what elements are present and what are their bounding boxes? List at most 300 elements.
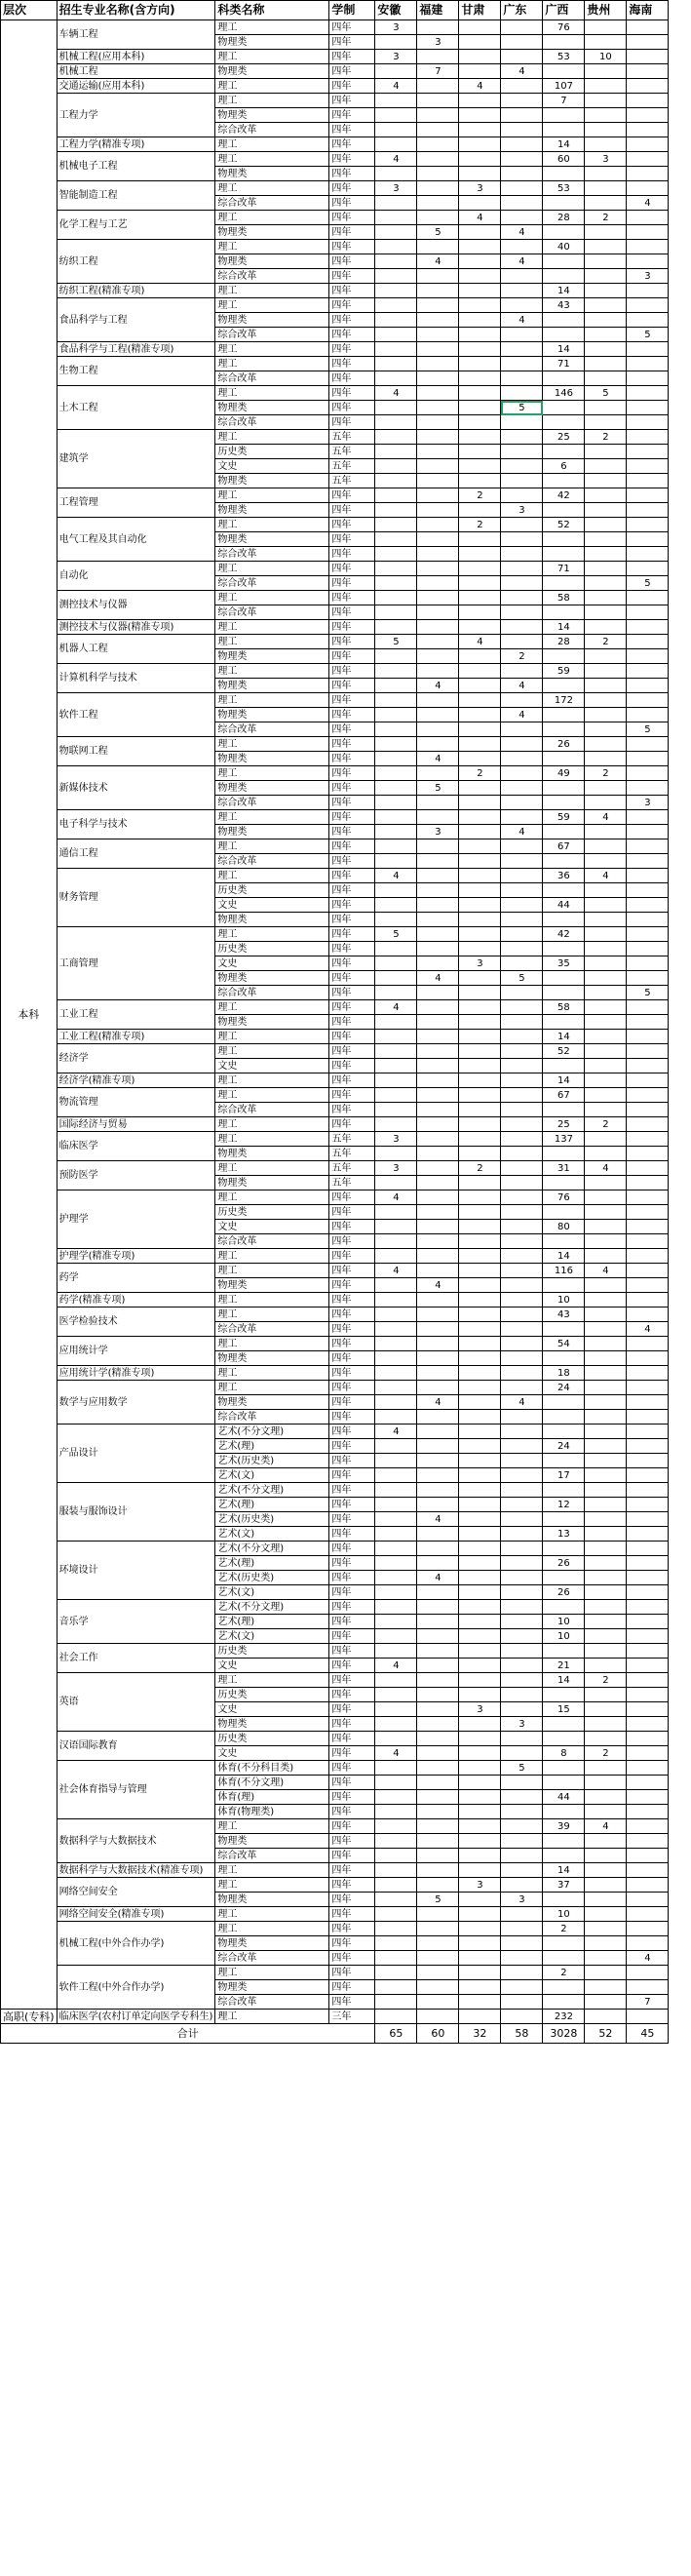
anhui-quota-cell[interactable]	[375, 1907, 417, 1922]
gansu-quota-cell[interactable]	[459, 1249, 501, 1264]
hainan-quota-cell[interactable]	[627, 1966, 669, 1980]
guangdong-quota-cell[interactable]: 5	[501, 1761, 543, 1776]
fujian-quota-cell[interactable]	[417, 1410, 459, 1425]
guangxi-quota-cell[interactable]	[543, 64, 585, 79]
gansu-quota-cell[interactable]	[459, 1425, 501, 1439]
category-cell[interactable]: 理工	[215, 766, 329, 781]
gansu-quota-cell[interactable]	[459, 35, 501, 50]
category-cell[interactable]: 艺术(文)	[215, 1468, 329, 1483]
fujian-quota-cell[interactable]	[417, 796, 459, 810]
gansu-quota-cell[interactable]: 4	[459, 635, 501, 649]
major-name-cell[interactable]: 数据科学与大数据技术(精准专项)	[57, 1863, 215, 1878]
guangxi-quota-cell[interactable]	[543, 123, 585, 137]
gansu-quota-cell[interactable]	[459, 1556, 501, 1571]
duration-cell[interactable]: 四年	[329, 1922, 375, 1936]
duration-cell[interactable]: 四年	[329, 1220, 375, 1234]
fujian-quota-cell[interactable]	[417, 269, 459, 284]
guangxi-quota-cell[interactable]	[543, 1717, 585, 1732]
anhui-quota-cell[interactable]	[375, 2010, 417, 2024]
guizhou-quota-cell[interactable]	[585, 1527, 627, 1542]
duration-cell[interactable]: 四年	[329, 1585, 375, 1600]
gansu-quota-cell[interactable]	[459, 1468, 501, 1483]
guangdong-quota-cell[interactable]: 3	[501, 503, 543, 518]
category-cell[interactable]: 理工	[215, 1381, 329, 1395]
gansu-quota-cell[interactable]	[459, 883, 501, 898]
hainan-quota-cell[interactable]	[627, 1454, 669, 1468]
major-name-cell[interactable]: 网络空间安全(精准专项)	[57, 1907, 215, 1922]
anhui-quota-cell[interactable]	[375, 1629, 417, 1644]
anhui-quota-cell[interactable]: 4	[375, 1425, 417, 1439]
duration-cell[interactable]: 四年	[329, 108, 375, 123]
major-name-cell[interactable]: 土木工程	[57, 386, 215, 430]
anhui-quota-cell[interactable]	[375, 1366, 417, 1381]
category-cell[interactable]: 理工	[215, 1161, 329, 1176]
guizhou-quota-cell[interactable]	[585, 1776, 627, 1790]
gansu-quota-cell[interactable]	[459, 415, 501, 430]
major-name-cell[interactable]: 预防医学	[57, 1161, 215, 1190]
category-cell[interactable]: 理工	[215, 635, 329, 649]
category-cell[interactable]: 历史类	[215, 883, 329, 898]
guangxi-quota-cell[interactable]: 60	[543, 152, 585, 167]
hainan-quota-cell[interactable]	[627, 1190, 669, 1205]
hainan-quota-cell[interactable]	[627, 1761, 669, 1776]
fujian-quota-cell[interactable]	[417, 1600, 459, 1615]
total-guangdong[interactable]: 58	[501, 2024, 543, 2044]
guangxi-quota-cell[interactable]	[543, 401, 585, 415]
guangdong-quota-cell[interactable]: 4	[501, 254, 543, 269]
guangxi-quota-cell[interactable]	[543, 269, 585, 284]
gansu-quota-cell[interactable]	[459, 108, 501, 123]
anhui-quota-cell[interactable]: 4	[375, 79, 417, 94]
gansu-quota-cell[interactable]	[459, 1483, 501, 1498]
guangxi-quota-cell[interactable]: 58	[543, 591, 585, 605]
guizhou-quota-cell[interactable]	[585, 796, 627, 810]
header-major[interactable]: 招生专业名称(含方向)	[57, 1, 215, 20]
duration-cell[interactable]: 四年	[329, 1556, 375, 1571]
anhui-quota-cell[interactable]	[375, 1805, 417, 1819]
category-cell[interactable]: 艺术(不分文理)	[215, 1425, 329, 1439]
fujian-quota-cell[interactable]	[417, 1322, 459, 1337]
gansu-quota-cell[interactable]	[459, 357, 501, 371]
duration-cell[interactable]: 五年	[329, 474, 375, 488]
anhui-quota-cell[interactable]	[375, 1410, 417, 1425]
fujian-quota-cell[interactable]	[417, 1746, 459, 1761]
gansu-quota-cell[interactable]	[459, 1790, 501, 1805]
gansu-quota-cell[interactable]	[459, 869, 501, 883]
guizhou-quota-cell[interactable]	[585, 1293, 627, 1308]
fujian-quota-cell[interactable]	[417, 1088, 459, 1103]
guangdong-quota-cell[interactable]	[501, 1147, 543, 1161]
guangxi-quota-cell[interactable]	[543, 1103, 585, 1117]
major-name-cell[interactable]: 软件工程(中外合作办学)	[57, 1966, 215, 2010]
fujian-quota-cell[interactable]	[417, 1425, 459, 1439]
anhui-quota-cell[interactable]	[375, 284, 417, 298]
guizhou-quota-cell[interactable]	[585, 1395, 627, 1410]
duration-cell[interactable]: 四年	[329, 1366, 375, 1381]
fujian-quota-cell[interactable]	[417, 1819, 459, 1834]
anhui-quota-cell[interactable]	[375, 137, 417, 152]
duration-cell[interactable]: 四年	[329, 649, 375, 664]
guangdong-quota-cell[interactable]	[501, 927, 543, 942]
guangxi-quota-cell[interactable]	[543, 1454, 585, 1468]
guizhou-quota-cell[interactable]	[585, 737, 627, 752]
fujian-quota-cell[interactable]	[417, 488, 459, 503]
guangxi-quota-cell[interactable]	[543, 474, 585, 488]
hainan-quota-cell[interactable]	[627, 1337, 669, 1351]
guangdong-quota-cell[interactable]	[501, 1161, 543, 1176]
fujian-quota-cell[interactable]: 4	[417, 1278, 459, 1293]
gansu-quota-cell[interactable]	[459, 913, 501, 927]
major-name-cell[interactable]: 食品科学与工程	[57, 298, 215, 342]
major-name-cell[interactable]: 汉语国际教育	[57, 1732, 215, 1761]
gansu-quota-cell[interactable]	[459, 1907, 501, 1922]
category-cell[interactable]: 艺术(文)	[215, 1629, 329, 1644]
guangxi-quota-cell[interactable]	[543, 167, 585, 181]
guangxi-quota-cell[interactable]: 26	[543, 1585, 585, 1600]
total-anhui[interactable]: 65	[375, 2024, 417, 2044]
anhui-quota-cell[interactable]	[375, 254, 417, 269]
major-name-cell[interactable]: 新媒体技术	[57, 766, 215, 810]
guangxi-quota-cell[interactable]	[543, 1644, 585, 1659]
guangxi-quota-cell[interactable]: 52	[543, 518, 585, 532]
gansu-quota-cell[interactable]	[459, 1849, 501, 1863]
guangdong-quota-cell[interactable]	[501, 20, 543, 35]
guangxi-quota-cell[interactable]: 52	[543, 1044, 585, 1059]
hainan-quota-cell[interactable]	[627, 649, 669, 664]
fujian-quota-cell[interactable]	[417, 1498, 459, 1512]
header-level[interactable]: 层次	[1, 1, 58, 20]
guangxi-quota-cell[interactable]	[543, 1600, 585, 1615]
guizhou-quota-cell[interactable]	[585, 2010, 627, 2024]
fujian-quota-cell[interactable]	[417, 1454, 459, 1468]
duration-cell[interactable]: 四年	[329, 1571, 375, 1585]
guangdong-quota-cell[interactable]	[501, 1585, 543, 1600]
guangdong-quota-cell[interactable]	[501, 1688, 543, 1702]
guangxi-quota-cell[interactable]: 67	[543, 839, 585, 854]
fujian-quota-cell[interactable]	[417, 1951, 459, 1966]
guangdong-quota-cell[interactable]	[501, 445, 543, 459]
category-cell[interactable]: 物理类	[215, 401, 329, 415]
guangxi-quota-cell[interactable]	[543, 1893, 585, 1907]
anhui-quota-cell[interactable]	[375, 752, 417, 766]
total-guangxi[interactable]: 3028	[543, 2024, 585, 2044]
duration-cell[interactable]: 四年	[329, 415, 375, 430]
duration-cell[interactable]: 四年	[329, 1849, 375, 1863]
gansu-quota-cell[interactable]	[459, 94, 501, 108]
gansu-quota-cell[interactable]	[459, 1717, 501, 1732]
category-cell[interactable]: 物理类	[215, 971, 329, 986]
gansu-quota-cell[interactable]	[459, 284, 501, 298]
guangxi-quota-cell[interactable]: 14	[543, 1673, 585, 1688]
anhui-quota-cell[interactable]: 3	[375, 1132, 417, 1147]
gansu-quota-cell[interactable]	[459, 445, 501, 459]
gansu-quota-cell[interactable]	[459, 1132, 501, 1147]
major-name-cell[interactable]: 智能制造工程	[57, 181, 215, 211]
anhui-quota-cell[interactable]	[375, 1015, 417, 1030]
duration-cell[interactable]: 四年	[329, 152, 375, 167]
hainan-quota-cell[interactable]	[627, 1308, 669, 1322]
hainan-quota-cell[interactable]	[627, 503, 669, 518]
duration-cell[interactable]: 四年	[329, 1878, 375, 1893]
guizhou-quota-cell[interactable]	[585, 1059, 627, 1073]
guangdong-quota-cell[interactable]	[501, 167, 543, 181]
anhui-quota-cell[interactable]	[375, 591, 417, 605]
guizhou-quota-cell[interactable]	[585, 284, 627, 298]
major-name-cell[interactable]: 临床医学	[57, 1132, 215, 1161]
guizhou-quota-cell[interactable]	[585, 562, 627, 576]
hainan-quota-cell[interactable]	[627, 956, 669, 971]
fujian-quota-cell[interactable]	[417, 1615, 459, 1629]
guangxi-quota-cell[interactable]	[543, 415, 585, 430]
gansu-quota-cell[interactable]	[459, 1527, 501, 1542]
duration-cell[interactable]: 四年	[329, 825, 375, 839]
gansu-quota-cell[interactable]	[459, 752, 501, 766]
guangxi-quota-cell[interactable]	[543, 883, 585, 898]
hainan-quota-cell[interactable]	[627, 708, 669, 722]
gansu-quota-cell[interactable]	[459, 781, 501, 796]
anhui-quota-cell[interactable]	[375, 1878, 417, 1893]
guizhou-quota-cell[interactable]: 5	[585, 386, 627, 401]
guangdong-quota-cell[interactable]	[501, 79, 543, 94]
hainan-quota-cell[interactable]: 4	[627, 1322, 669, 1337]
gansu-quota-cell[interactable]	[459, 1542, 501, 1556]
fujian-quota-cell[interactable]	[417, 956, 459, 971]
category-cell[interactable]: 物理类	[215, 1351, 329, 1366]
category-cell[interactable]: 艺术(不分文理)	[215, 1600, 329, 1615]
major-name-cell[interactable]: 测控技术与仪器(精准专项)	[57, 620, 215, 635]
guangdong-quota-cell[interactable]: 3	[501, 1893, 543, 1907]
fujian-quota-cell[interactable]	[417, 240, 459, 254]
duration-cell[interactable]: 四年	[329, 488, 375, 503]
guangdong-quota-cell[interactable]	[501, 1103, 543, 1117]
hainan-quota-cell[interactable]	[627, 679, 669, 693]
gansu-quota-cell[interactable]	[459, 1454, 501, 1468]
hainan-quota-cell[interactable]: 5	[627, 576, 669, 591]
hainan-quota-cell[interactable]	[627, 1117, 669, 1132]
hainan-quota-cell[interactable]: 7	[627, 1995, 669, 2010]
category-cell[interactable]: 物理类	[215, 64, 329, 79]
major-name-cell[interactable]: 社会工作	[57, 1644, 215, 1673]
gansu-quota-cell[interactable]	[459, 605, 501, 620]
guangxi-quota-cell[interactable]: 80	[543, 1220, 585, 1234]
gansu-quota-cell[interactable]: 4	[459, 79, 501, 94]
guangdong-quota-cell[interactable]	[501, 1351, 543, 1366]
guangdong-quota-cell[interactable]	[501, 1732, 543, 1746]
major-name-cell[interactable]: 纺织工程	[57, 240, 215, 284]
anhui-quota-cell[interactable]	[375, 313, 417, 328]
fujian-quota-cell[interactable]: 4	[417, 254, 459, 269]
anhui-quota-cell[interactable]	[375, 1059, 417, 1073]
gansu-quota-cell[interactable]	[459, 1366, 501, 1381]
category-cell[interactable]: 理工	[215, 1922, 329, 1936]
major-name-cell[interactable]: 工程力学	[57, 94, 215, 137]
duration-cell[interactable]: 三年	[329, 2010, 375, 2024]
guangxi-quota-cell[interactable]: 6	[543, 459, 585, 474]
anhui-quota-cell[interactable]: 3	[375, 181, 417, 196]
fujian-quota-cell[interactable]	[417, 108, 459, 123]
guizhou-quota-cell[interactable]	[585, 1849, 627, 1863]
category-cell[interactable]: 物理类	[215, 254, 329, 269]
anhui-quota-cell[interactable]	[375, 1351, 417, 1366]
fujian-quota-cell[interactable]	[417, 284, 459, 298]
category-cell[interactable]: 理工	[215, 1293, 329, 1308]
category-cell[interactable]: 理工	[215, 152, 329, 167]
anhui-quota-cell[interactable]	[375, 605, 417, 620]
guizhou-quota-cell[interactable]	[585, 1995, 627, 2010]
category-cell[interactable]: 物理类	[215, 1395, 329, 1410]
guizhou-quota-cell[interactable]: 4	[585, 1264, 627, 1278]
guizhou-quota-cell[interactable]	[585, 1322, 627, 1337]
gansu-quota-cell[interactable]	[459, 693, 501, 708]
hainan-quota-cell[interactable]	[627, 401, 669, 415]
gansu-quota-cell[interactable]	[459, 2010, 501, 2024]
fujian-quota-cell[interactable]	[417, 1147, 459, 1161]
duration-cell[interactable]: 四年	[329, 1732, 375, 1746]
guangdong-quota-cell[interactable]	[501, 50, 543, 64]
fujian-quota-cell[interactable]	[417, 1629, 459, 1644]
guizhou-quota-cell[interactable]: 2	[585, 766, 627, 781]
fujian-quota-cell[interactable]	[417, 1849, 459, 1863]
fujian-quota-cell[interactable]: 4	[417, 971, 459, 986]
guizhou-quota-cell[interactable]	[585, 1556, 627, 1571]
guangdong-quota-cell[interactable]	[501, 430, 543, 445]
hainan-quota-cell[interactable]	[627, 79, 669, 94]
duration-cell[interactable]: 四年	[329, 371, 375, 386]
anhui-quota-cell[interactable]	[375, 1395, 417, 1410]
category-cell[interactable]: 艺术(理)	[215, 1556, 329, 1571]
duration-cell[interactable]: 四年	[329, 1819, 375, 1834]
guangdong-quota-cell[interactable]	[501, 415, 543, 430]
anhui-quota-cell[interactable]	[375, 781, 417, 796]
category-cell[interactable]: 理工	[215, 620, 329, 635]
guangdong-quota-cell[interactable]	[501, 1776, 543, 1790]
major-name-cell[interactable]: 数据科学与大数据技术	[57, 1819, 215, 1863]
anhui-quota-cell[interactable]	[375, 1249, 417, 1264]
hainan-quota-cell[interactable]	[627, 1249, 669, 1264]
anhui-quota-cell[interactable]	[375, 430, 417, 445]
guangdong-quota-cell[interactable]	[501, 1454, 543, 1468]
fujian-quota-cell[interactable]	[417, 20, 459, 35]
guizhou-quota-cell[interactable]	[585, 225, 627, 240]
hainan-quota-cell[interactable]	[627, 1161, 669, 1176]
guizhou-quota-cell[interactable]	[585, 1132, 627, 1147]
category-cell[interactable]: 综合改革	[215, 1995, 329, 2010]
duration-cell[interactable]: 四年	[329, 1117, 375, 1132]
hainan-quota-cell[interactable]	[627, 1073, 669, 1088]
guangxi-quota-cell[interactable]	[543, 942, 585, 956]
anhui-quota-cell[interactable]	[375, 1308, 417, 1322]
guizhou-quota-cell[interactable]	[585, 1717, 627, 1732]
hainan-quota-cell[interactable]	[627, 240, 669, 254]
hainan-quota-cell[interactable]	[627, 810, 669, 825]
guangxi-quota-cell[interactable]	[543, 1483, 585, 1498]
guizhou-quota-cell[interactable]	[585, 825, 627, 839]
gansu-quota-cell[interactable]	[459, 971, 501, 986]
duration-cell[interactable]: 四年	[329, 342, 375, 357]
hainan-quota-cell[interactable]	[627, 1834, 669, 1849]
anhui-quota-cell[interactable]	[375, 1044, 417, 1059]
fujian-quota-cell[interactable]	[417, 1220, 459, 1234]
gansu-quota-cell[interactable]: 2	[459, 518, 501, 532]
guangxi-quota-cell[interactable]: 39	[543, 1819, 585, 1834]
gansu-quota-cell[interactable]	[459, 1000, 501, 1015]
guangdong-quota-cell[interactable]	[501, 371, 543, 386]
guangxi-quota-cell[interactable]: 44	[543, 1790, 585, 1805]
duration-cell[interactable]: 四年	[329, 1483, 375, 1498]
category-cell[interactable]: 综合改革	[215, 796, 329, 810]
fujian-quota-cell[interactable]	[417, 1483, 459, 1498]
guangdong-quota-cell[interactable]	[501, 1907, 543, 1922]
guizhou-quota-cell[interactable]	[585, 401, 627, 415]
level-cell[interactable]: 高职(专科)	[1, 2010, 58, 2024]
guizhou-quota-cell[interactable]	[585, 1659, 627, 1673]
category-cell[interactable]: 综合改革	[215, 415, 329, 430]
gansu-quota-cell[interactable]	[459, 1439, 501, 1454]
total-label[interactable]: 合计	[1, 2024, 375, 2044]
category-cell[interactable]: 综合改革	[215, 576, 329, 591]
guangxi-quota-cell[interactable]: 53	[543, 181, 585, 196]
guangxi-quota-cell[interactable]: 42	[543, 488, 585, 503]
gansu-quota-cell[interactable]	[459, 1571, 501, 1585]
category-cell[interactable]: 理工	[215, 1966, 329, 1980]
gansu-quota-cell[interactable]	[459, 269, 501, 284]
fujian-quota-cell[interactable]	[417, 913, 459, 927]
duration-cell[interactable]: 五年	[329, 430, 375, 445]
duration-cell[interactable]: 五年	[329, 1161, 375, 1176]
guangdong-quota-cell[interactable]	[501, 1220, 543, 1234]
guizhou-quota-cell[interactable]	[585, 488, 627, 503]
guangdong-quota-cell[interactable]	[501, 1702, 543, 1717]
guizhou-quota-cell[interactable]: 4	[585, 1161, 627, 1176]
gansu-quota-cell[interactable]	[459, 591, 501, 605]
gansu-quota-cell[interactable]	[459, 1176, 501, 1190]
guangdong-quota-cell[interactable]	[501, 1030, 543, 1044]
fujian-quota-cell[interactable]	[417, 664, 459, 679]
category-cell[interactable]: 理工	[215, 810, 329, 825]
guizhou-quota-cell[interactable]	[585, 605, 627, 620]
category-cell[interactable]: 综合改革	[215, 547, 329, 562]
hainan-quota-cell[interactable]	[627, 605, 669, 620]
hainan-quota-cell[interactable]	[627, 474, 669, 488]
category-cell[interactable]: 综合改革	[215, 196, 329, 211]
guangdong-quota-cell[interactable]	[501, 1439, 543, 1454]
duration-cell[interactable]: 四年	[329, 766, 375, 781]
category-cell[interactable]: 综合改革	[215, 986, 329, 1000]
hainan-quota-cell[interactable]	[627, 430, 669, 445]
guangxi-quota-cell[interactable]	[543, 503, 585, 518]
duration-cell[interactable]: 四年	[329, 1381, 375, 1395]
hainan-quota-cell[interactable]	[627, 1425, 669, 1439]
anhui-quota-cell[interactable]	[375, 1966, 417, 1980]
duration-cell[interactable]: 四年	[329, 284, 375, 298]
guizhou-quota-cell[interactable]	[585, 1366, 627, 1381]
guangxi-quota-cell[interactable]: 10	[543, 1629, 585, 1644]
hainan-quota-cell[interactable]	[627, 839, 669, 854]
guizhou-quota-cell[interactable]	[585, 576, 627, 591]
hainan-quota-cell[interactable]	[627, 445, 669, 459]
category-cell[interactable]: 物理类	[215, 708, 329, 722]
category-cell[interactable]: 理工	[215, 1907, 329, 1922]
guangdong-quota-cell[interactable]	[501, 1205, 543, 1220]
hainan-quota-cell[interactable]	[627, 1015, 669, 1030]
anhui-quota-cell[interactable]	[375, 562, 417, 576]
fujian-quota-cell[interactable]	[417, 430, 459, 445]
anhui-quota-cell[interactable]	[375, 1103, 417, 1117]
guangxi-quota-cell[interactable]: 59	[543, 810, 585, 825]
gansu-quota-cell[interactable]	[459, 1819, 501, 1834]
guangdong-quota-cell[interactable]	[501, 488, 543, 503]
guizhou-quota-cell[interactable]	[585, 371, 627, 386]
